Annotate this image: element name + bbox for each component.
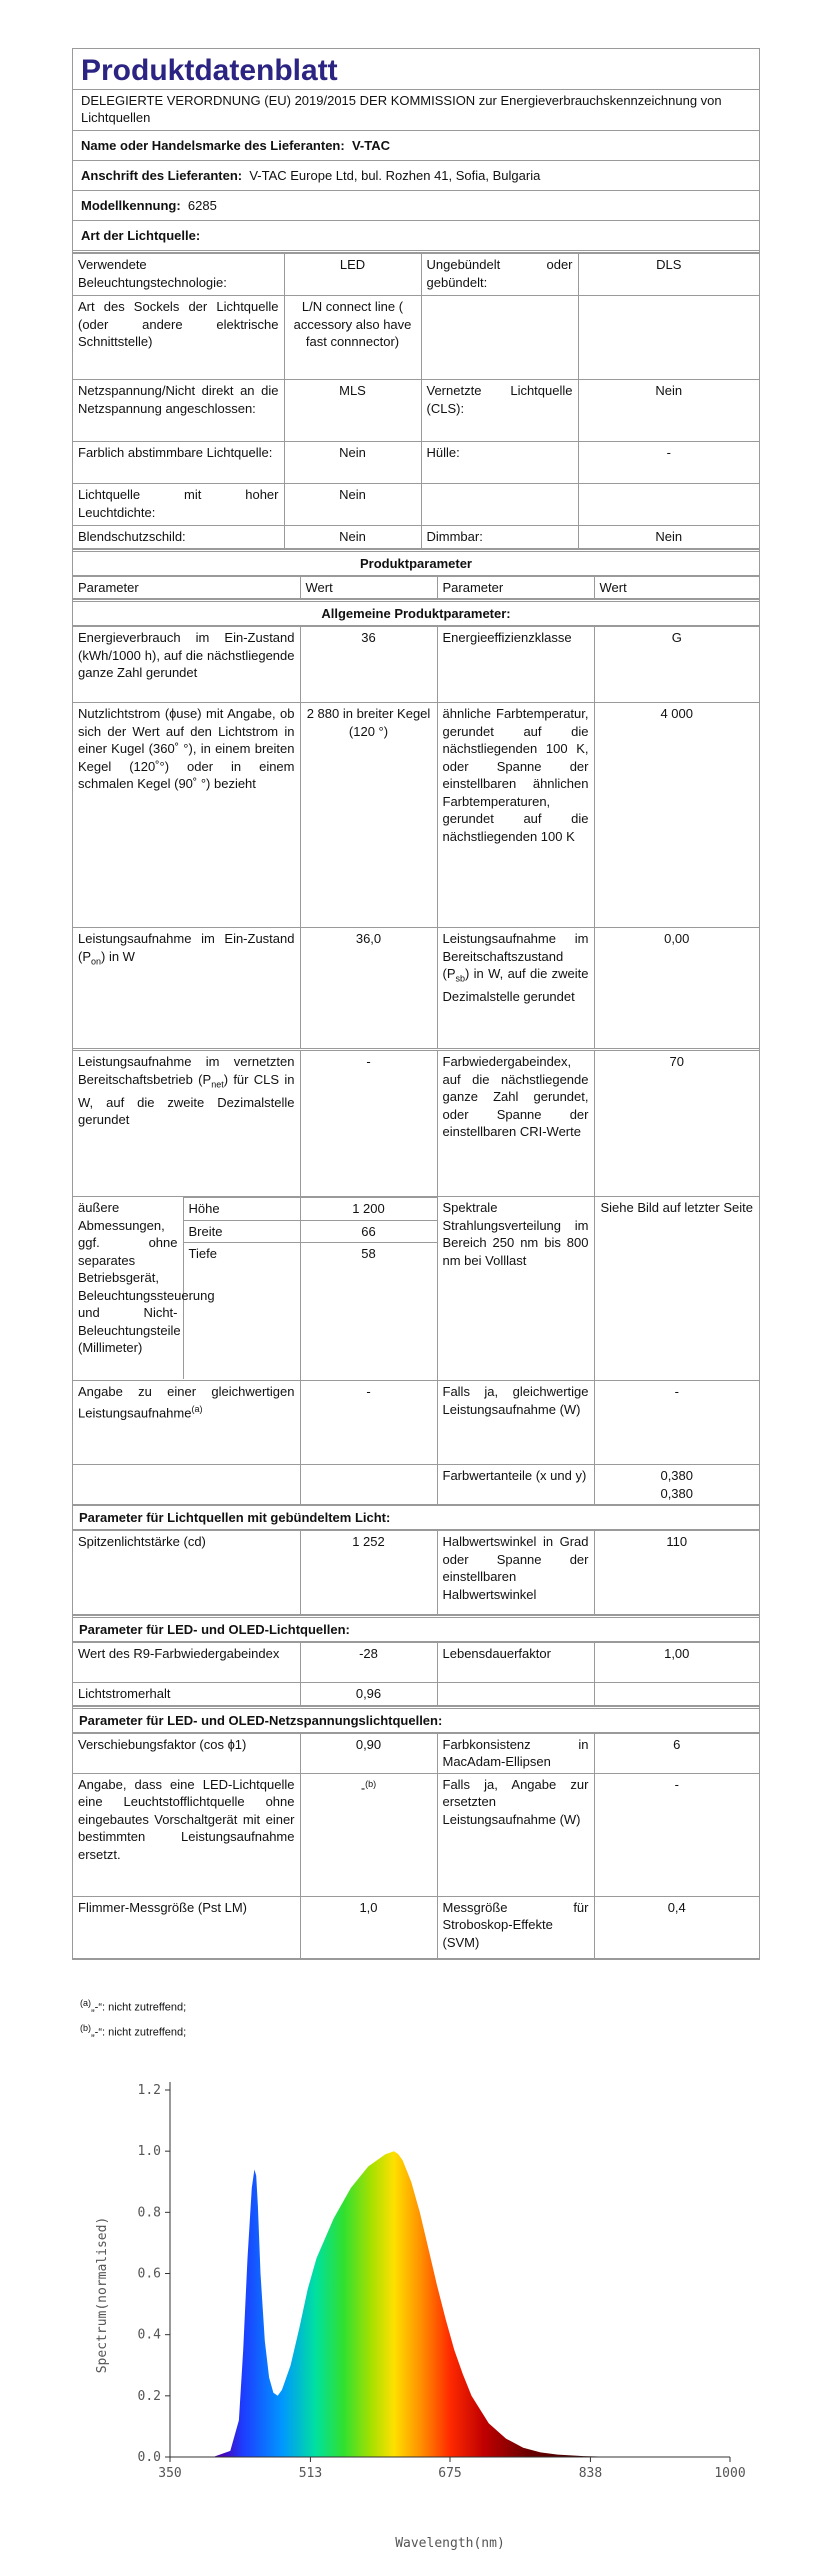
dimension-depth-label: Tiefe <box>184 1243 300 1265</box>
param-label: Farbwertanteile (x und y) <box>437 1465 594 1505</box>
column-header-param: Parameter <box>73 576 300 599</box>
param-label: Farbwiedergabeindex, auf die nächstliegende ganze Zahl gerundet, oder Spanne der einstellbaren CRI-Werte <box>437 1050 594 1197</box>
dimensions-values <box>300 1197 437 1381</box>
mains-params-table <box>73 1733 759 1959</box>
param-value: 1,0 <box>300 1896 437 1958</box>
param-label: Lichtstromerhalt <box>73 1683 300 1706</box>
param-value: LED <box>284 254 421 296</box>
param-label: Ungebündelt oder gebündelt: <box>421 254 578 296</box>
param-label: Netzspannung/Nicht direkt an die Netzspannung angeschlossen: <box>73 380 284 442</box>
param-label: Energieeffizienzklasse <box>437 627 594 703</box>
table-row <box>73 928 759 1050</box>
table-row <box>73 1465 759 1505</box>
param-value: - <box>578 442 759 484</box>
x-tick-label: 350 <box>158 2466 182 2481</box>
model-value: 6285 <box>187 198 217 213</box>
table-row <box>73 1683 759 1706</box>
param-label: Leistungsaufnahme im Bereitschaftszustand $(P_{sb})$ in W, auf die zweite Dezimalstelle gerundet <box>437 928 594 1050</box>
param-label: Farblich abstimmbare Lichtquelle: <box>73 442 284 484</box>
param-label: Falls ja, gleichwertige Leistungsaufnahme (W) <box>437 1381 594 1465</box>
y-tick-label: 0.4 <box>137 2327 161 2343</box>
mains-params-heading: Parameter für LED- und OLED-Netzspannungslichtquellen: <box>73 1706 759 1733</box>
param-value <box>594 1683 759 1706</box>
param-value: Nein <box>284 442 421 484</box>
y-tick-label: 1.0 <box>137 2144 161 2160</box>
param-label <box>421 484 578 526</box>
x-tick-label: 675 <box>438 2466 462 2481</box>
param-label: Leistungsaufnahme im vernetzten Bereitschaftsbetrieb $(P_{net})$ für CLS in W, auf die zweite Dezimalstelle gerundet <box>73 1050 300 1197</box>
supplier-name-label: Name oder Handelsmarke des Lieferanten: <box>81 138 345 153</box>
table-row <box>73 254 759 296</box>
param-label: Lichtquelle mit hoher Leuchtdichte: <box>73 484 284 526</box>
param-value: MLS <box>284 380 421 442</box>
x-tick-label: 1000 <box>714 2466 746 2481</box>
product-params-header <box>73 576 759 600</box>
dimension-width-value: 66 <box>301 1220 437 1243</box>
param-value: 1 252 <box>300 1531 437 1615</box>
directional-params-heading: Parameter für Lichtquellen mit gebündeltem Licht: <box>73 1505 759 1530</box>
table-row <box>73 1773 759 1896</box>
table-row <box>73 484 759 526</box>
table-row <box>73 380 759 442</box>
page-title: Produktdatenblatt <box>73 49 759 90</box>
param-value <box>578 484 759 526</box>
general-params-table <box>73 626 759 1505</box>
supplier-name-value: V-TAC <box>351 138 390 153</box>
param-value: 36,0 <box>300 928 437 1050</box>
table-row <box>73 1381 759 1465</box>
y-tick-label: 0.0 <box>137 2450 161 2465</box>
dimensions-label: äußere Abmessungen, ggf. ohne separates Betriebsgerät, Beleuchtungssteuerung und Nicht-Beleuchtungsteile (Millimeter) <box>73 1197 183 1379</box>
param-label <box>437 1683 594 1706</box>
param-label: Angabe zu einer gleichwertigen Leistungsaufnahme$^{(a)}$ <box>73 1381 300 1465</box>
param-value: 2 880 in breiter Kegel (120 °) <box>300 703 437 928</box>
param-label: Lebensdauerfaktor <box>437 1643 594 1683</box>
x-tick-label: 838 <box>578 2466 603 2481</box>
param-label: Spitzenlichtstärke (cd) <box>73 1531 300 1615</box>
table-row <box>73 1896 759 1958</box>
product-params-heading: Produktparameter <box>73 549 759 576</box>
param-label: Farbkonsistenz in MacAdam-Ellipsen <box>437 1733 594 1773</box>
param-value: -$^{(b)}$ <box>300 1773 437 1896</box>
param-label: Messgröße für Stroboskop-Effekte (SVM) <box>437 1896 594 1958</box>
param-value: L/N connect line ( accessory also have fast connnector) <box>284 296 421 380</box>
dimension-height-label: Höhe <box>184 1198 300 1221</box>
model-label: Modellkennung: <box>81 198 181 213</box>
spectrum-chart <box>70 2075 760 2555</box>
param-label: Angabe, dass eine LED-Lichtquelle eine Leuchtstofflichtquelle ohne eingebautes Vorschaltgerät mit einer bestimmten Leistungsaufnahme ersetzt. <box>73 1773 300 1896</box>
param-label: Blendschutzschild: <box>73 526 284 549</box>
general-params-heading: Allgemeine Produktparameter: <box>73 599 759 626</box>
footnote: $^{(a)}$„-“: nicht zutreffend; <box>80 1998 187 2014</box>
param-label: Nutzlichtstrom (ɸuse) mit Angabe, ob sich der Wert auf den Lichtstrom in einer Kugel (360˚ °), in einem breiten Kegel (120˚°) oder in einem schmalen Kegel (90˚ °) bezieht <box>73 703 300 928</box>
param-label: Vernetzte Lichtquelle (CLS): <box>421 380 578 442</box>
param-label: Hülle: <box>421 442 578 484</box>
dimension-width-label: Breite <box>184 1220 300 1243</box>
model-row <box>73 191 759 221</box>
param-label: Verschiebungsfaktor (cos ɸ1) <box>73 1733 300 1773</box>
regulation-text: DELEGIERTE VERORDNUNG (EU) 2019/2015 DER KOMMISSION zur Energieverbrauchskennzeichnung von Lichtquellen <box>73 90 759 131</box>
led-params-heading: Parameter für LED- und OLED-Lichtquellen: <box>73 1615 759 1642</box>
table-row <box>73 1050 759 1197</box>
param-value: Nein <box>578 380 759 442</box>
param-label: Dimmbar: <box>421 526 578 549</box>
x-axis-label: Wavelength(nm) <box>395 2536 505 2551</box>
param-value: 110 <box>594 1531 759 1615</box>
param-value: 0,380 0,380 <box>594 1465 759 1505</box>
y-tick-label: 0.2 <box>137 2388 161 2404</box>
product-data-sheet <box>72 48 760 1960</box>
param-value: Nein <box>284 484 421 526</box>
supplier-address-label: Anschrift des Lieferanten: <box>81 168 243 183</box>
table-row <box>73 1197 759 1381</box>
supplier-address-row <box>73 161 759 191</box>
param-value: DLS <box>578 254 759 296</box>
param-value: 0,96 <box>300 1683 437 1706</box>
param-value <box>578 296 759 380</box>
param-label: Halbwertswinkel in Grad oder Spanne der einstellbaren Halbwertswinkel <box>437 1531 594 1615</box>
y-tick-label: 0.6 <box>137 2266 161 2282</box>
param-value: - <box>594 1773 759 1896</box>
directional-params-table <box>73 1530 759 1615</box>
footnote: $^{(b)}$„-“: nicht zutreffend; <box>80 2022 187 2039</box>
column-header-param: Parameter <box>437 576 594 599</box>
param-label <box>421 296 578 380</box>
param-value: Nein <box>578 526 759 549</box>
param-value: G <box>594 627 759 703</box>
table-row <box>73 442 759 484</box>
param-value: Nein <box>284 526 421 549</box>
table-row <box>73 1643 759 1683</box>
table-row <box>73 1531 759 1615</box>
param-value: 4 000 <box>594 703 759 928</box>
dimensions-cell <box>73 1197 300 1381</box>
param-label: Leistungsaufnahme im Ein-Zustand $(P_{on})$ in W <box>73 928 300 1050</box>
table-row <box>73 296 759 380</box>
x-tick-label: 513 <box>298 2466 323 2481</box>
param-value: Siehe Bild auf letzter Seite <box>594 1197 759 1381</box>
param-value: -28 <box>300 1643 437 1683</box>
param-value: 0,4 <box>594 1896 759 1958</box>
param-label: Verwendete Beleuchtungstechnologie: <box>73 254 284 296</box>
param-value: 0,00 <box>594 928 759 1050</box>
supplier-address-value: V-TAC Europe Ltd, bul. Rozhen 41, Sofia, Bulgaria <box>249 168 541 183</box>
param-value: 70 <box>594 1050 759 1197</box>
column-header-value: Wert <box>594 576 759 599</box>
param-label: Energieverbrauch im Ein-Zustand (kWh/1000 h), auf die nächstliegende ganze Zahl gerundet <box>73 627 300 703</box>
param-value: 6 <box>594 1733 759 1773</box>
supplier-name-row <box>73 131 759 161</box>
light-source-table <box>73 253 759 549</box>
dimension-depth-value: 58 <box>301 1243 437 1265</box>
param-label: Wert des R9-Farbwiedergabeindex <box>73 1643 300 1683</box>
footnotes <box>80 1993 186 2042</box>
table-row <box>73 1733 759 1773</box>
param-label: Spektrale Strahlungsverteilung im Bereich 250 nm bis 800 nm bei Volllast <box>437 1197 594 1381</box>
param-label: Falls ja, Angabe zur ersetzten Leistungsaufnahme (W) <box>437 1773 594 1896</box>
table-header-row <box>73 576 759 599</box>
param-label: Flimmer-Messgröße (Pst LM) <box>73 1896 300 1958</box>
y-axis-label: Spectrum(normalised) <box>95 2216 110 2374</box>
y-tick-label: 1.2 <box>137 2083 161 2098</box>
column-header-value: Wert <box>300 576 437 599</box>
param-value: - <box>300 1381 437 1465</box>
led-params-table <box>73 1642 759 1706</box>
param-value: 1,00 <box>594 1643 759 1683</box>
table-row <box>73 627 759 703</box>
light-source-type-heading: Art der Lichtquelle: <box>73 221 759 253</box>
y-tick-label: 0.8 <box>137 2205 161 2221</box>
table-row <box>73 526 759 549</box>
spectrum-area <box>170 2151 730 2457</box>
param-value: 36 <box>300 627 437 703</box>
param-value: 0,90 <box>300 1733 437 1773</box>
param-label: Art des Sockels der Lichtquelle (oder andere elektrische Schnittstelle) <box>73 296 284 380</box>
param-value: - <box>594 1381 759 1465</box>
param-label: ähnliche Farbtemperatur, gerundet auf die nächstliegenden 100 K, oder Spanne der einstellbaren ähnlichen Farbtemperaturen, gerundet auf die nächstliegenden 100 K <box>437 703 594 928</box>
dimension-height-value: 1 200 <box>301 1198 437 1221</box>
param-value: - <box>300 1050 437 1197</box>
table-row <box>73 703 759 928</box>
